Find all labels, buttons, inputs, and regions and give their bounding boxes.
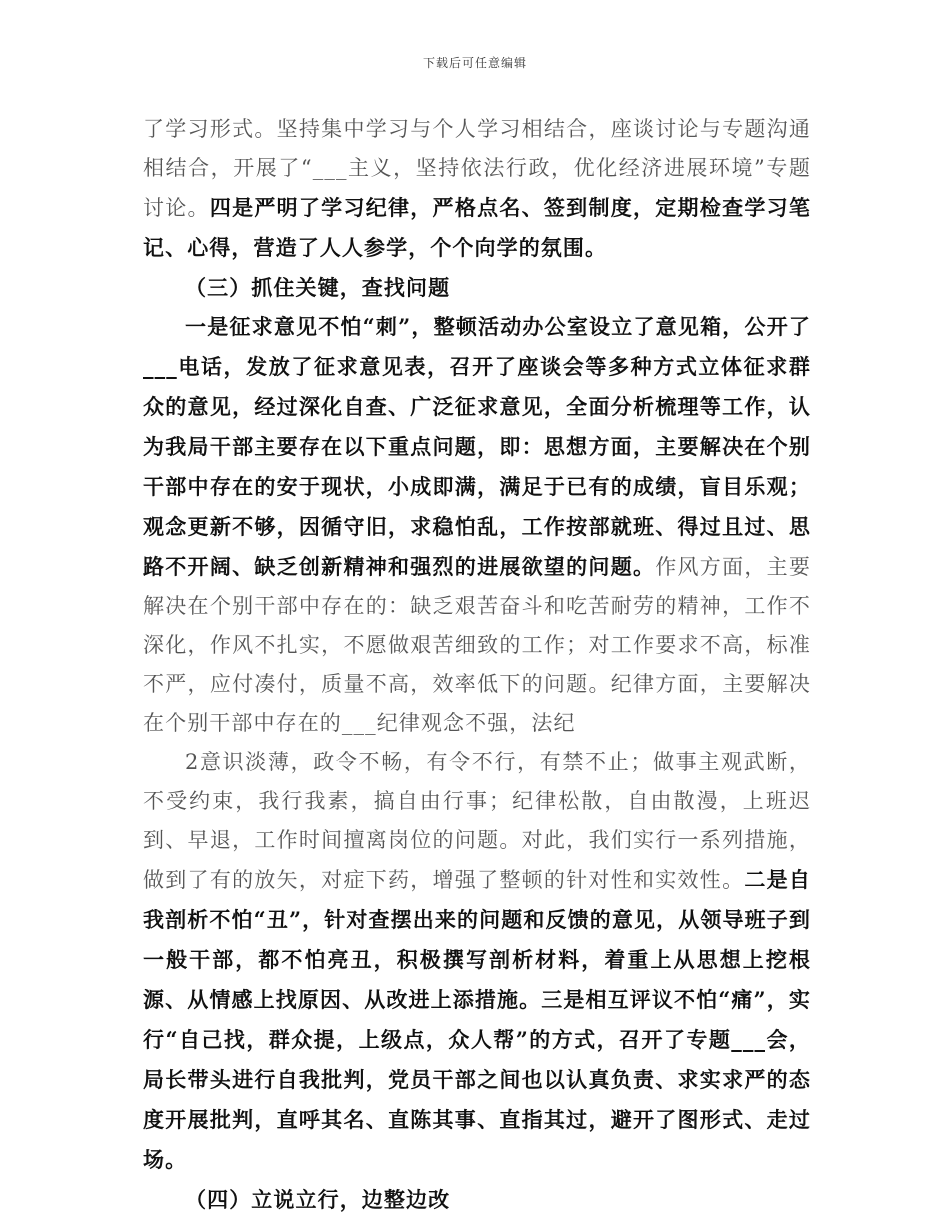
section-heading-four: （四）立说立行，边整边改 — [185, 1187, 451, 1212]
document-body — [143, 110, 811, 1219]
paragraph-study-form — [143, 110, 811, 268]
paragraph-text-regular: 了学习形式。坚持集中学习与个人学习相结合，座谈讨论与专题沟通相结合，开展了“___主义，坚持依法行政，优化经济进展环境”专题讨论。 — [143, 117, 811, 220]
page-header: 下载后可任意编辑 — [422, 56, 527, 70]
paragraph-text-regular: 作风方面，主要解决在个别干部中存在的：缺乏艰苦奋斗和吃苦耐劳的精神，工作不深化，作风不扎实，不愿做艰苦细致的工作；对工作要求不高，标准不严，应付凑付，质量不高，效率低下的问题。纪律方面，主要解决在个别干部中存在的___纪律观念不强，法纪 — [143, 555, 811, 735]
paragraph-find-problems — [143, 307, 811, 743]
paragraph-text-bold: 一是征求意见不怕“刺”，整顿活动办公室设立了意见箱，公开了___电话，发放了征求意见表，召开了座谈会等多种方式立体征求群众的意见，经过深化自查、广泛征求意见，全面分析梳理等工作，认为我局干部主要存在以下重点问题，即：思想方面，主要解决在个别干部中存在的安于现状，小成即满，满足于已有的成绩，盲目乐观；观念更新不够，因循守旧，求稳怕乱，工作按部就班、得过且过、思路不开阔、缺乏创新精神和强烈的进展欲望的问题。 — [143, 314, 811, 579]
paragraph-self-analysis — [143, 743, 811, 1180]
paragraph-text-bold: 四是严明了学习纪律，严格点名、签到制度，定期检查学习笔记、心得，营造了人人参学，个个向学的氛围。 — [143, 195, 811, 260]
paragraph-text-bold: 二是自我剖析不怕“丑”，针对查摆出来的问题和反馈的意见，从领导班子到一般干部，都不怕亮丑，积极撰写剖析材料，着重上从思想上挖根源、从情感上找原因、从改进上添措施。三是相互评议不怕“痛”，实行“自己找，群众提，上级点，众人帮”的方式，召开了专题___会，局长带头进行自我批判，党员干部之间也以认真负责、求实求严的态度开展批判，直呼其名、直陈其事、直指其过，避开了图形式、走过场。 — [143, 867, 811, 1172]
paragraph-text-regular: 2意识淡薄，政令不畅，有令不行，有禁不止；做事主观武断，不受约束，我行我素，搞自由行事；纪律松散，自由散漫，上班迟到、早退，工作时间擅离岗位的问题。对此，我们实行一系列措施，做到了有的放矢，对症下药，增强了整顿的针对性和实效性。 — [143, 750, 811, 892]
section-heading-three: （三）抓住关键，查找问题 — [185, 275, 451, 300]
